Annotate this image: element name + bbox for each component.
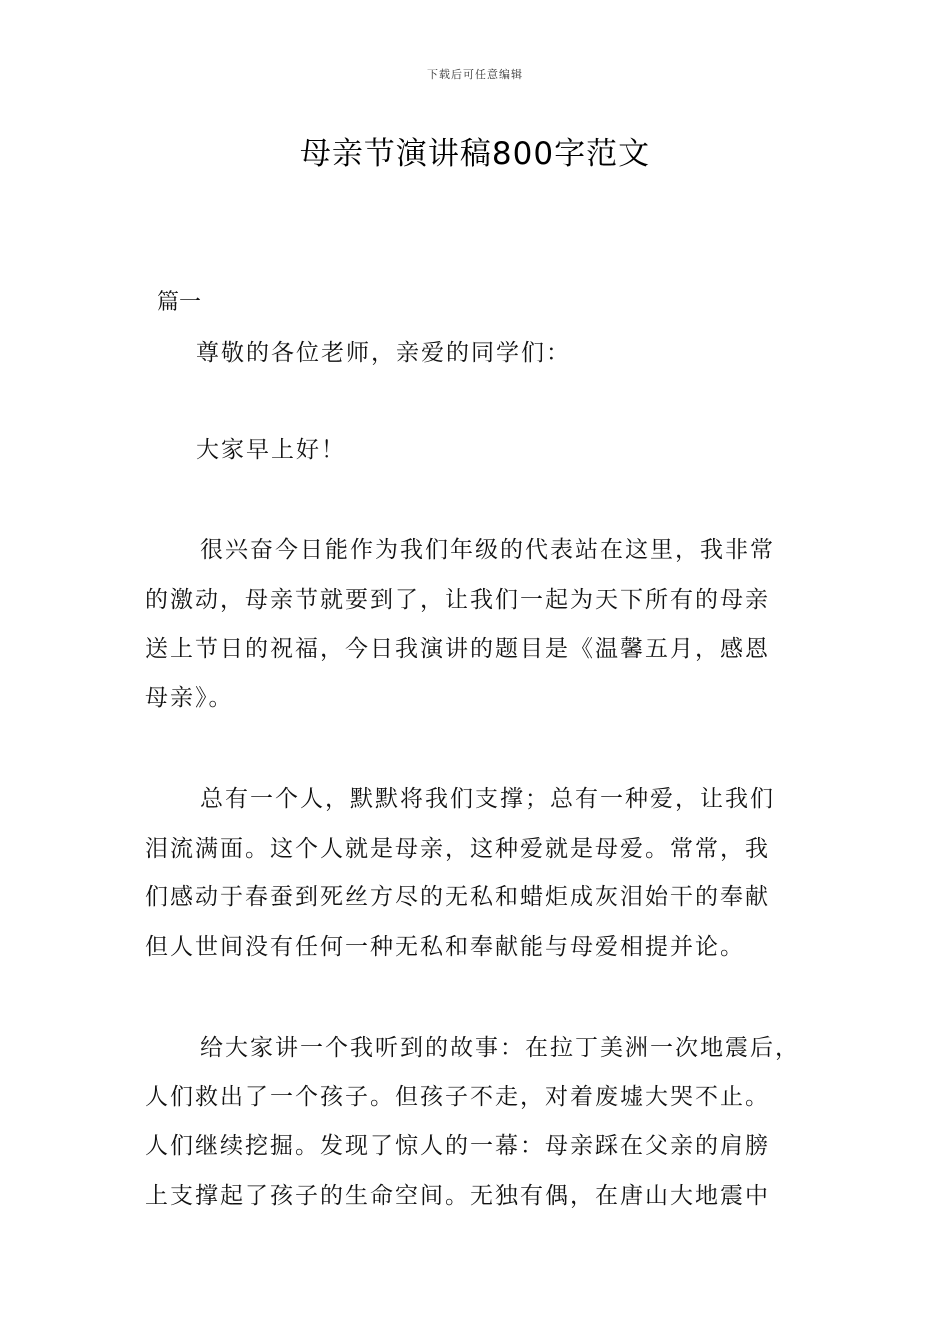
paragraph-line: 但人世间没有任何一种无私和奉献能与母爱相提并论。 xyxy=(145,934,745,960)
document-title: 母亲节演讲稿800字范文 xyxy=(299,136,651,172)
paragraph-line: 人们继续挖掘。发现了惊人的一幕：母亲踩在父亲的肩膀 xyxy=(145,1133,770,1159)
paragraph-line: 总有一个人，默默将我们支撑；总有一种爱，让我们 xyxy=(200,786,775,812)
paragraph-line: 母亲》。 xyxy=(145,685,234,711)
paragraph-line: 送上节日的祝福，今日我演讲的题目是《温馨五月，感恩 xyxy=(145,636,770,662)
section-label: 篇一 xyxy=(157,290,202,315)
paragraph-line: 给大家讲一个我听到的故事：在拉丁美洲一次地震后， xyxy=(200,1035,800,1061)
paragraph-line: 们感动于春蚕到死丝方尽的无私和蜡炬成灰泪始干的奉献 xyxy=(145,884,770,910)
paragraph-line: 很兴奋今日能作为我们年级的代表站在这里，我非常 xyxy=(200,537,775,563)
header-note: 下载后可任意编辑 xyxy=(427,68,523,81)
paragraph-line: 人们救出了一个孩子。但孩子不走，对着废墟大哭不止。 xyxy=(145,1084,770,1110)
greeting: 大家早上好！ xyxy=(196,437,346,463)
paragraph-line: 泪流满面。这个人就是母亲，这种爱就是母爱。常常，我 xyxy=(145,836,770,862)
salutation: 尊敬的各位老师，亲爱的同学们： xyxy=(196,340,571,366)
paragraph-line: 的激动，母亲节就要到了，让我们一起为天下所有的母亲 xyxy=(145,587,770,613)
paragraph-line: 上支撑起了孩子的生命空间。无独有偶，在唐山大地震中 xyxy=(145,1183,770,1209)
